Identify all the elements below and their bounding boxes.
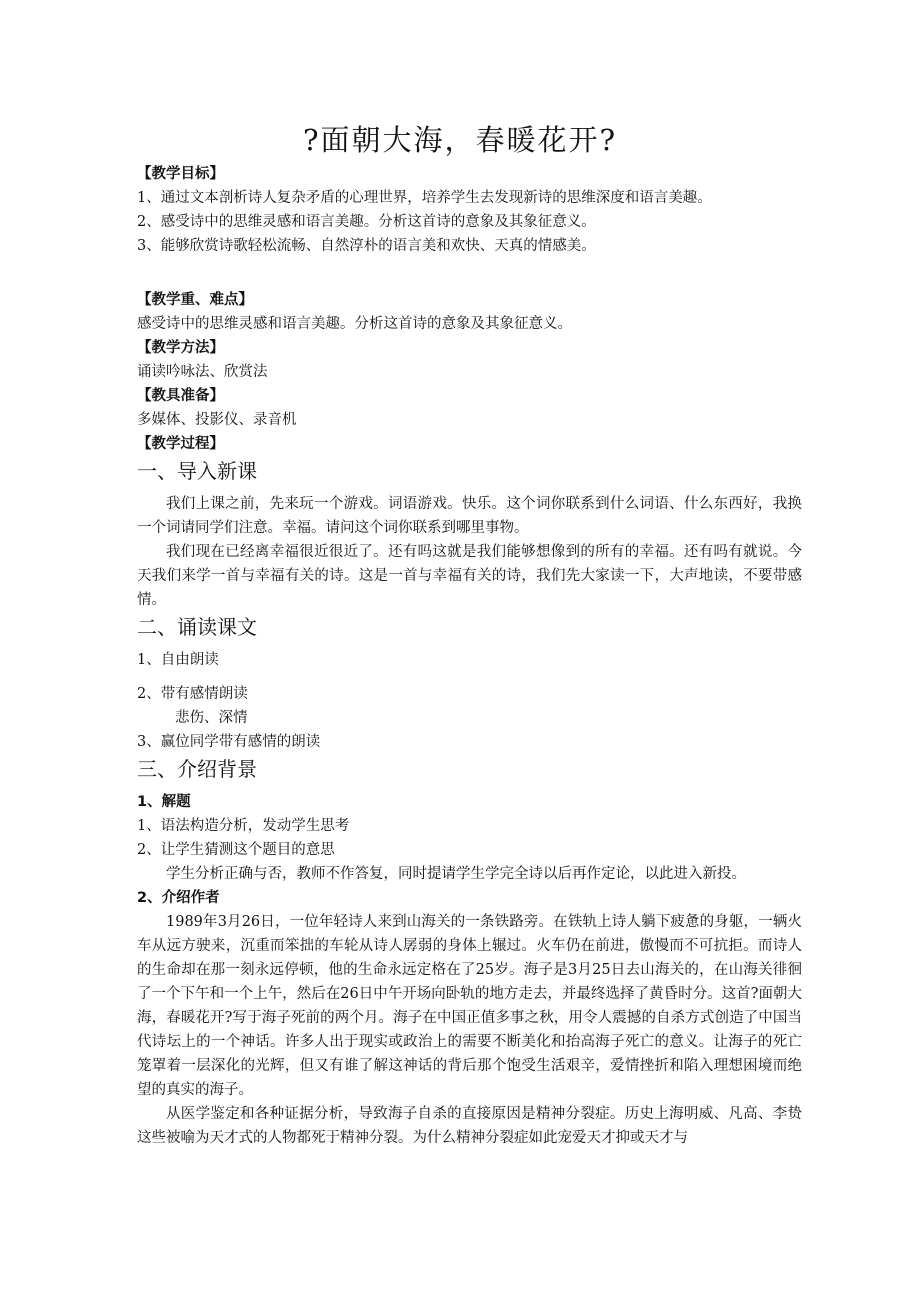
reading-item: 3、赢位同学带有感情的朗读 (137, 734, 321, 750)
objective-item: 1、通过文本剖析诗人复杂矛盾的心理世界，培养学生去发现新诗的思维深度和语言美趣。 (137, 190, 712, 206)
topic-item: 2、让学生猜测这个题目的意思 (137, 842, 335, 858)
key-points-text: 感受诗中的思维灵感和语言美趣。分析这首诗的意象及其象征意义。 (137, 316, 572, 332)
intro-paragraph: 我们现在已经离幸福很近很近了。还有吗这就是我们能够想像到的所有的幸福。还有吗有就说。今天我们来学一首与幸福有关的诗。这是一首与幸福有关的诗，我们先大家读一下，大声地读，不要带感情。 (137, 544, 802, 608)
reading-item: 2、带有感情朗读 (137, 686, 248, 702)
reading-item: 1、自由朗读 (137, 652, 219, 668)
subtitle-topic: 1、解题 (137, 794, 191, 810)
objective-item: 2、感受诗中的思维灵感和语言美趣。分析这首诗的意象及其象征意义。 (137, 214, 596, 230)
reading-subitem: 悲伤、深情 (175, 710, 248, 726)
document-body (137, 162, 802, 1150)
key-points-heading: 【教学重、难点】 (137, 292, 253, 308)
section-title-background: 三、介绍背景 (137, 757, 257, 781)
tools-text: 多媒体、投影仪、录音机 (137, 412, 297, 428)
objectives-heading: 【教学目标】 (137, 166, 224, 182)
tools-heading: 【教具准备】 (137, 388, 224, 404)
objective-item: 3、能够欣赏诗歌轻松流畅、自然淳朴的语言美和欢快、天真的情感美。 (137, 238, 596, 254)
methods-heading: 【教学方法】 (137, 340, 224, 356)
process-heading: 【教学过程】 (137, 436, 224, 452)
author-paragraph: 1989年3月26日，一位年轻诗人来到山海关的一条铁路旁。在铁轨上诗人躺下疲惫的身躯，一辆火车从远方驶来，沉重而笨拙的车轮从诗人孱弱的身体上辗过。火车仍在前进，傲慢而不可抗拒。而诗人的生命却在那一刻永远停顿，他的生命永远定格在了25岁。海子是3月25日去山海关的，在山海关徘徊了一个下午和一个上午，然后在26日中午开场向卧轨的地方走去，并最终选择了黄昏时分。这首?面朝大海，春暖花开?写于海子死前的两个月。海子在中国正值多事之秋，用令人震撼的自杀方式创造了中国当代诗坛上的一个神话。许多人出于现实或政治上的需要不断美化和抬高海子死亡的意义。让海子的死亡笼罩着一层深化的光辉，但又有谁了解这神话的背后那个饱受生活艰辛，爱情挫折和陷入理想困境而绝望的真实的海子。 (137, 914, 802, 1098)
subtitle-author: 2、介绍作者 (137, 890, 220, 906)
intro-paragraph: 我们上课之前，先来玩一个游戏。词语游戏。快乐。这个词你联系到什么词语、什么东西好，我换一个词请同学们注意。幸福。请问这个词你联系到哪里事物。 (137, 496, 802, 536)
topic-paragraph: 学生分析正确与否，教师不作答复，同时提请学生学完全诗以后再作定论，以此进入新投。 (166, 866, 746, 882)
topic-item: 1、语法构造分析，发动学生思考 (137, 818, 350, 834)
section-title-intro: 一、导入新课 (137, 459, 257, 483)
section-title-reading: 二、诵读课文 (137, 615, 257, 639)
author-paragraph: 从医学鉴定和各种证据分析，导致海子自杀的直接原因是精神分裂症。历史上海明威、凡高、李贽这些被喻为天才式的人物都死于精神分裂。为什么精神分裂症如此宠爱天才抑或天才与 (137, 1106, 802, 1146)
methods-text: 诵读吟咏法、欣赏法 (137, 364, 268, 380)
page-title: ?面朝大海，春暖花开? (302, 123, 618, 157)
